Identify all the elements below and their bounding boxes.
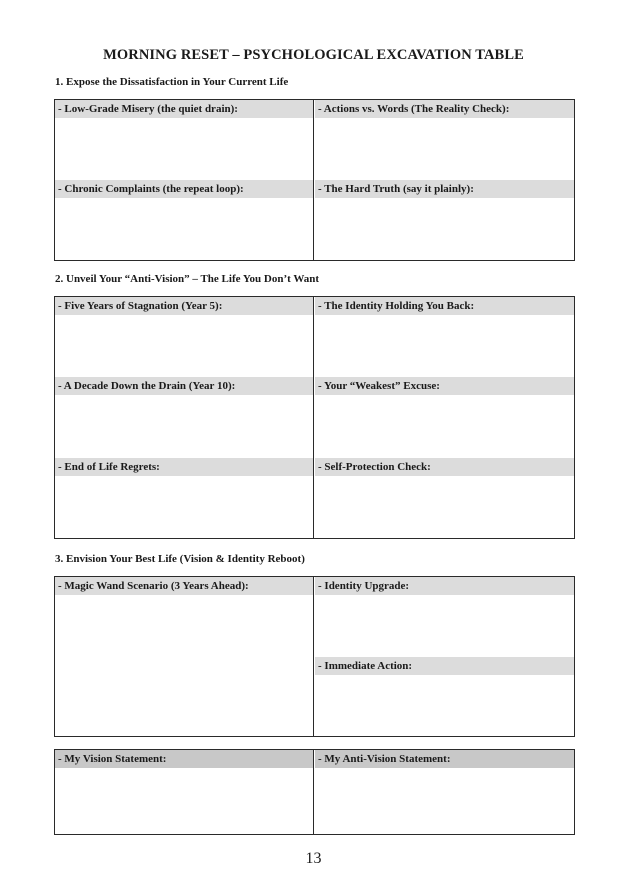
page-number: 13 bbox=[305, 850, 322, 867]
cell-weakest-excuse[interactable]: - Your “Weakest” Excuse: bbox=[315, 377, 574, 395]
cell-hard-truth[interactable]: - The Hard Truth (say it plainly): bbox=[315, 180, 574, 198]
cell-immediate-action[interactable]: - Immediate Action: bbox=[315, 657, 574, 675]
cell-self-protection-check[interactable]: - Self-Protection Check: bbox=[315, 458, 574, 476]
section-3-heading: 3. Envision Your Best Life (Vision & Identity Reboot) bbox=[55, 553, 305, 565]
cell-five-years-stagnation[interactable]: - Five Years of Stagnation (Year 5): bbox=[55, 297, 313, 315]
cell-magic-wand-scenario[interactable]: - Magic Wand Scenario (3 Years Ahead): bbox=[55, 577, 313, 595]
cell-anti-vision-statement[interactable]: - My Anti-Vision Statement: bbox=[315, 750, 574, 768]
cell-decade-down-drain[interactable]: - A Decade Down the Drain (Year 10): bbox=[55, 377, 313, 395]
statements-table bbox=[54, 749, 575, 835]
column-divider bbox=[313, 750, 314, 834]
cell-vision-statement[interactable]: - My Vision Statement: bbox=[55, 750, 313, 768]
cell-actions-vs-words[interactable]: - Actions vs. Words (The Reality Check): bbox=[315, 100, 574, 118]
section-1-heading: 1. Expose the Dissatisfaction in Your Current Life bbox=[55, 76, 289, 88]
section-3-table bbox=[54, 576, 575, 737]
cell-identity-upgrade[interactable]: - Identity Upgrade: bbox=[315, 577, 574, 595]
cell-low-grade-misery[interactable]: - Low-Grade Misery (the quiet drain): bbox=[55, 100, 313, 118]
cell-end-of-life-regrets[interactable]: - End of Life Regrets: bbox=[55, 458, 313, 476]
section-2-heading: 2. Unveil Your “Anti-Vision” – The Life You Don’t Want bbox=[55, 273, 320, 285]
cell-chronic-complaints[interactable]: - Chronic Complaints (the repeat loop): bbox=[55, 180, 313, 198]
page-title: MORNING RESET – PSYCHOLOGICAL EXCAVATION TABLE bbox=[103, 47, 524, 63]
column-divider bbox=[313, 100, 314, 260]
section-1-table bbox=[54, 99, 575, 261]
section-2-table bbox=[54, 296, 575, 539]
cell-identity-holding-back[interactable]: - The Identity Holding You Back: bbox=[315, 297, 574, 315]
column-divider bbox=[313, 577, 314, 736]
column-divider bbox=[313, 297, 314, 538]
